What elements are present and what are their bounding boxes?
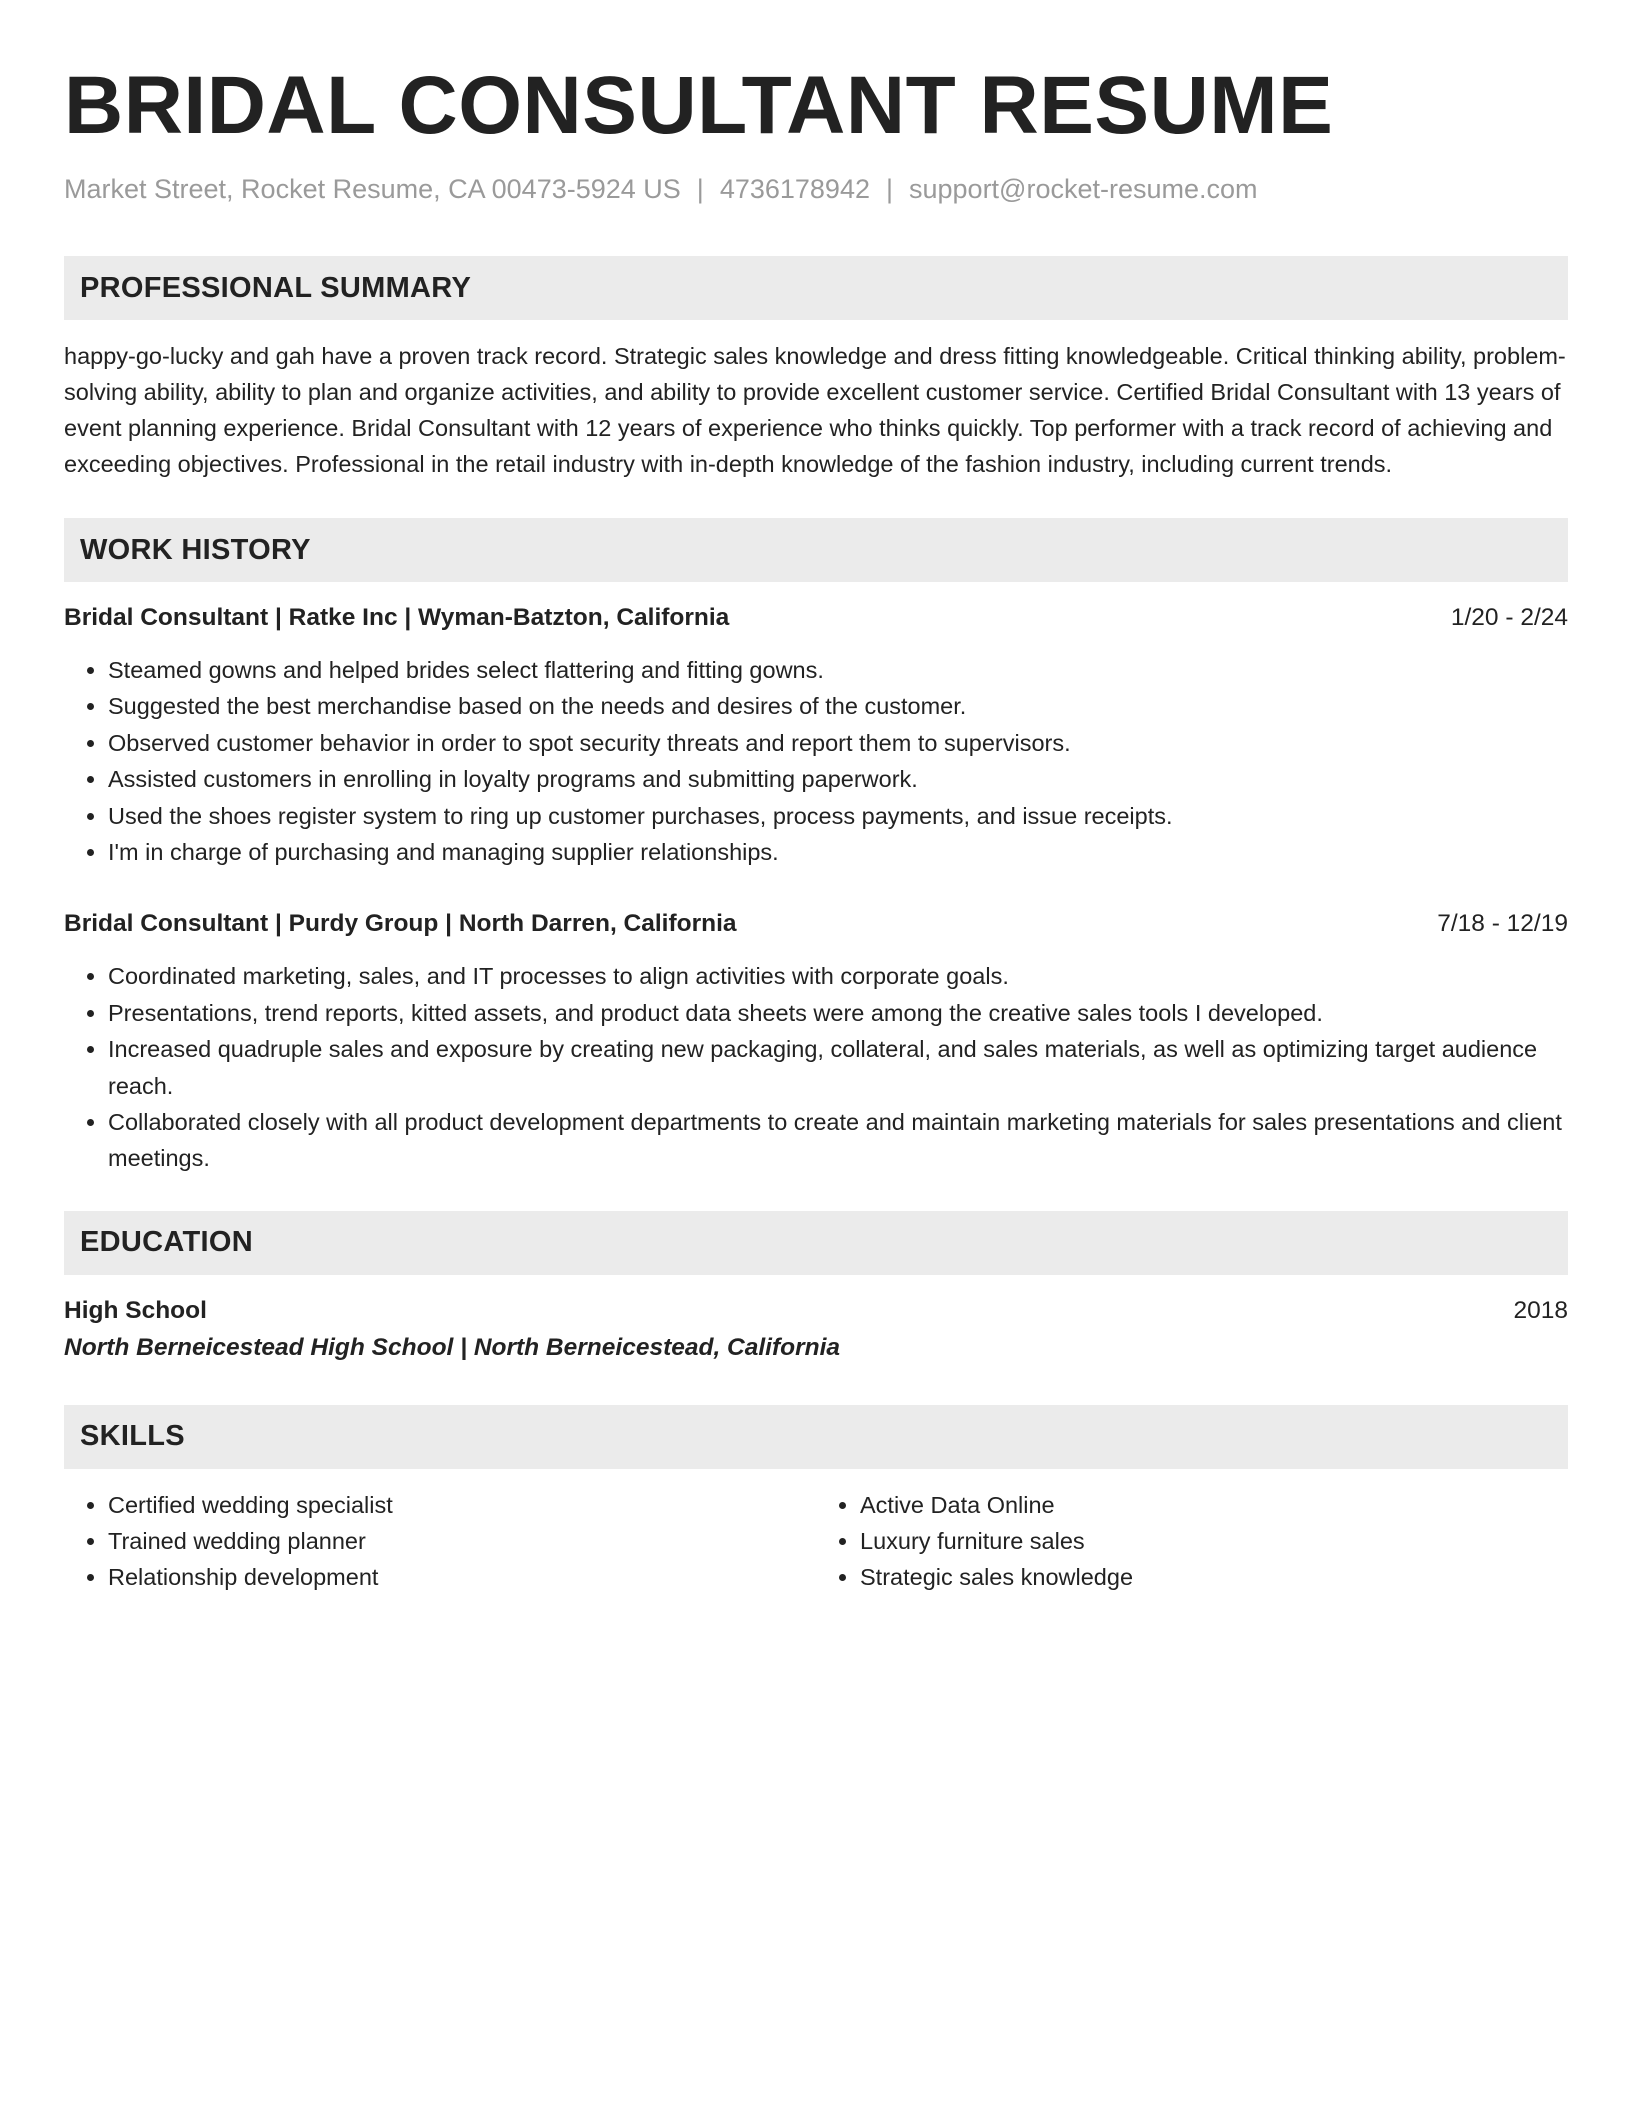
education-school: North Berneicestead High School | North Berneicestead, California xyxy=(64,1333,841,1361)
section-header-work-history: WORK HISTORY xyxy=(64,518,1568,582)
job-dates: 1/20 - 2/24 xyxy=(1450,604,1568,631)
list-item: • Steamed gowns and helped brides select flattering and fitting gowns. xyxy=(108,652,1568,688)
job-title: Bridal Consultant | Purdy Group | North Darren, California xyxy=(64,910,737,938)
section-header-education: EDUCATION xyxy=(64,1211,1568,1275)
list-item: • Presentations, trend reports, kitted assets, and product data sheets were among the creative sales tools I developed. xyxy=(108,995,1568,1031)
section-header-skills: SKILLS xyxy=(64,1405,1568,1469)
education-degree: High School xyxy=(64,1296,207,1324)
list-item: • Increased quadruple sales and exposure by creating new packaging, collateral, and sales materials, as well as optimizing target audience reach. xyxy=(108,1031,1568,1104)
section-header-summary: PROFESSIONAL SUMMARY xyxy=(64,256,1568,320)
list-item: • Trained wedding planner xyxy=(108,1523,816,1559)
list-item: • Certified wedding specialist xyxy=(108,1487,816,1523)
list-item: • Relationship development xyxy=(108,1559,816,1595)
job-heading xyxy=(64,906,1568,942)
list-item: • Coordinated marketing, sales, and IT processes to align activities with corporate goals. xyxy=(108,958,1568,994)
job-bullets xyxy=(64,958,1568,1176)
contact-email: support@rocket-resume.com xyxy=(909,174,1258,204)
summary-text: happy-go-lucky and gah have a proven track record. Strategic sales knowledge and dress fitting knowledgeable. Critical thinking ability, problem-solving ability, ability to plan and organize activities, and ability to provide excellent customer service. Certified Bridal Consultant with 13 years of event planning experience. Bridal Consultant with 12 years of experience who thinks quickly. Top performer with a track record of achieving and exceeding objectives. Professional in the retail industry with in-depth knowledge of the fashion industry, including current trends. xyxy=(64,343,1566,477)
list-item: • Assisted customers in enrolling in loyalty programs and submitting paperwork. xyxy=(108,761,1568,797)
job-bullets xyxy=(64,652,1568,870)
contact-separator: | xyxy=(696,174,704,204)
contact-address: Market Street, Rocket Resume, CA 00473-5924 US xyxy=(64,174,681,204)
job-entry xyxy=(64,600,1568,870)
list-item: • Observed customer behavior in order to spot security threats and report them to supervisors. xyxy=(108,725,1568,761)
education-year: 2018 xyxy=(1513,1296,1568,1324)
resume-title: BRIDAL CONSULTANT RESUME xyxy=(64,60,1334,151)
education-entry xyxy=(64,1293,1568,1367)
list-item: • Used the shoes register system to ring up customer purchases, process payments, and issue receipts. xyxy=(108,798,1568,834)
resume-page xyxy=(64,0,1568,1595)
skills-column-right xyxy=(816,1487,1568,1595)
list-item: • Suggested the best merchandise based on the needs and desires of the customer. xyxy=(108,688,1568,724)
skills-list xyxy=(64,1487,1568,1595)
job-dates: 7/18 - 12/19 xyxy=(1437,910,1568,938)
skills-column-left xyxy=(64,1487,816,1595)
list-item: • Luxury furniture sales xyxy=(860,1523,1568,1559)
list-item: • Strategic sales knowledge xyxy=(860,1559,1568,1595)
job-entry xyxy=(64,906,1568,1176)
job-title: Bridal Consultant | Ratke Inc | Wyman-Batzton, California xyxy=(64,604,730,631)
education-heading xyxy=(64,1293,1568,1329)
list-item: • I'm in charge of purchasing and managing supplier relationships. xyxy=(108,834,1568,870)
contact-separator: | xyxy=(885,174,893,204)
list-item: • Collaborated closely with all product development departments to create and maintain marketing materials for sales presentations and client meetings. xyxy=(108,1104,1568,1177)
contact-phone: 4736178942 xyxy=(719,174,870,204)
job-heading xyxy=(64,600,1568,636)
contact-line xyxy=(64,172,1568,206)
list-item: • Active Data Online xyxy=(860,1487,1568,1523)
